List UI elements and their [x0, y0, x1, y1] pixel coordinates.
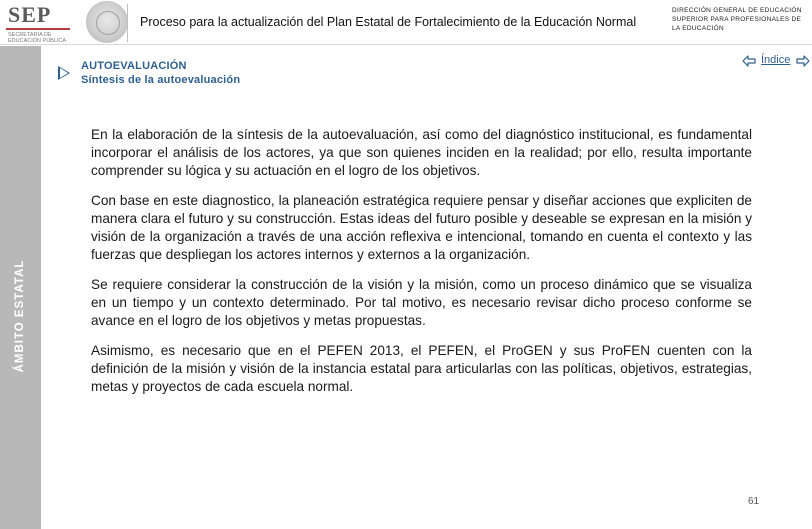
header-title: Proceso para la actualización del Plan Estatal de Fortalecimiento de la Educación Normal	[140, 15, 637, 29]
body-text	[91, 126, 752, 408]
index-link[interactable]: Índice	[761, 54, 791, 66]
sep-logo-subtitle: SECRETARÍA DE EDUCACIÓN PÚBLICA	[8, 32, 67, 44]
sidebar	[0, 46, 41, 529]
header-rule	[0, 44, 812, 45]
national-seal-icon	[86, 1, 128, 43]
sep-logo	[2, 2, 82, 44]
page-number: 61	[748, 496, 760, 507]
header-department: DIRECCIÓN GENERAL DE EDUCACIÓN SUPERIOR PARA PROFESIONALES DE LA EDUCACIÓN	[672, 7, 802, 32]
sidebar-label: ÁMBITO ESTATAL	[14, 259, 26, 373]
arrow-left-icon[interactable]	[742, 55, 756, 67]
paragraph: En la elaboración de la síntesis de la autoevaluación, así como del diagnóstico institucional, es fundamental incorporar el análisis de los actores, ya que son quienes inciden en la realidad; por ello, resulta importante comprender su lógica y su actuación en el logro de los objetivos.	[91, 127, 752, 178]
section-subtitle: Síntesis de la autoevaluación	[81, 74, 241, 86]
paragraph: Se requiere considerar la construcción de la visión y la misión, como un proceso dinámico que se visualiza en un tiempo y un contexto determinado. Por tal motivo, es necesario revisar dicho proceso conforme se avance en el logro de los objetivos y metas propuestas.	[91, 277, 752, 328]
arrow-right-icon[interactable]	[796, 55, 810, 67]
paragraph: Asimismo, es necesario que en el PEFEN 2013, el PEFEN, el ProGEN y sus ProFEN cuenten con la definición de la misión y visión de la instancia estatal para articularlas con las políticas, objetivos, estrategias, metas y proyectos de cada escuela normal.	[91, 343, 752, 394]
header-divider	[127, 4, 128, 42]
header	[0, 0, 812, 46]
triangle-right-icon	[58, 66, 70, 80]
sep-logo-line	[6, 28, 70, 30]
section-title: AUTOEVALUACIÓN	[81, 60, 187, 72]
sep-logo-text: SEP	[8, 2, 52, 27]
paragraph: Con base en este diagnostico, la planeación estratégica requiere pensar y diseñar acciones que expliciten de manera clara el futuro y su construcción. Estas ideas del futuro posible y deseable se expresan en la misión y visión de la organización a través de una acción reflexiva e intencional, tomando en cuenta el contexto y las fuerzas que despliegan los actores internos y externos a la organización.	[91, 193, 752, 262]
